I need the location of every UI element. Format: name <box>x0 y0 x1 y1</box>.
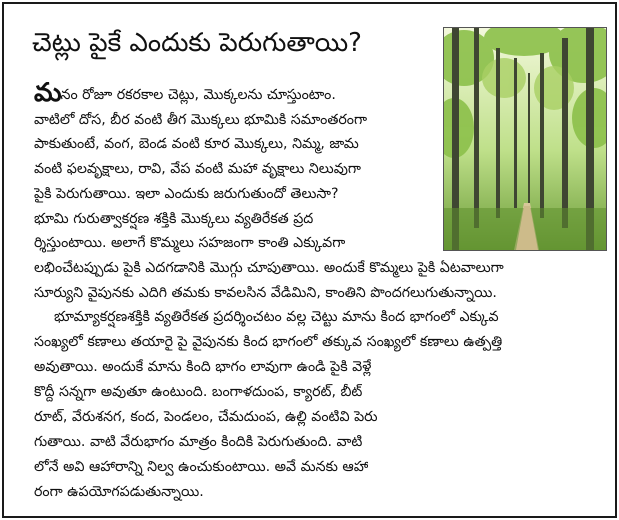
article-line-1 <box>34 82 336 106</box>
article-line-8: లభించేటప్పుడు పైకి ఎదగడానికి మొగ్గు చూపుతాయి. అందుకే కొమ్మలు పైకి ఏటవాలుగా <box>34 260 504 276</box>
article-line-17: రంగా ఉపయోగపడుతున్నాయి. <box>34 484 204 500</box>
drop-cap: మ <box>34 82 61 106</box>
forest-path-icon <box>444 28 606 250</box>
article-frame <box>2 2 617 518</box>
article-line-4: వంటి ఫలవృక్షాలు, రావి, వేప వంటి మహా వృక్షాలు నిలువుగా <box>34 161 361 177</box>
article-line-2: వాటిలో దోస, బీర వంటి తీగ మొక్కలు భూమికి సమాంతరంగా <box>34 112 368 128</box>
article-line-9: సూర్యుని వైపునకు ఎదిగి తమకు కావలసిన వేడిమిని, కాంతిని పొందగలుగుతున్నాయి. <box>34 285 497 301</box>
article-line-3: పాకుతుంటే, వంగ, బెండ వంటి కూర మొక్కలు, నిమ్మ, జామ <box>34 136 359 152</box>
article-line-14: రూట్, వేరుశనగ, కంద, పెండలం, చేమదుంప, ఉల్లి వంటివి పెరు <box>34 409 378 425</box>
article-line-16: లోనే అవి ఆహారాన్ని నిల్వ ఉంచుకుంటాయి. అవే మనకు ఆహా <box>34 459 369 475</box>
article-line-5: పైకి పెరుగుతాయి. ఇలా ఎందుకు జరుగుతుందో తెలుసా? <box>34 186 339 202</box>
article-line-12: అవుతాయి. అందుకే మాను కింది భాగం లావుగా ఉండి పైకి వెళ్లే <box>34 359 372 375</box>
forest-photo <box>443 27 607 251</box>
article-line-6: భూమి గురుత్వాకర్షణ శక్తికి మొక్కలు వ్యతిరేకత ప్రద <box>34 211 314 227</box>
article-line-7: ర్శిస్తుంటాయి. అలాగే కొమ్మలు సహజంగా కాంతి ఎక్కువగా <box>34 235 346 251</box>
article-line-13: కొద్దీ సన్నగా అవుతూ ఉంటుంది. బంగాళదుంప, క్యారట్, బీట్ <box>34 384 363 400</box>
article-title: చెట్లు పైకే ఎందుకు పెరుగుతాయి? <box>32 28 362 58</box>
article-line-11: సంఖ్యలో కణాలు తయారై పై వైపునకు కింద భాగంలో తక్కువ సంఖ్యలో కణాలు ఉత్పత్తి <box>34 334 503 350</box>
article-text: నం రోజూ రకరకాల చెట్లు, మొక్కలను చూస్తుంటాం. <box>60 87 336 103</box>
article-line-10: భూమ్యాకర్షణశక్తికి వ్యతిరేకత ప్రదర్శించటం వల్ల చెట్టు మాను కింద భాగంలో ఎక్కువ <box>54 309 499 325</box>
article-line-15: గుతాయి. వాటి వేరుభాగం మాత్రం కిందికి పెరుగుతుంది. వాటి <box>34 434 363 450</box>
